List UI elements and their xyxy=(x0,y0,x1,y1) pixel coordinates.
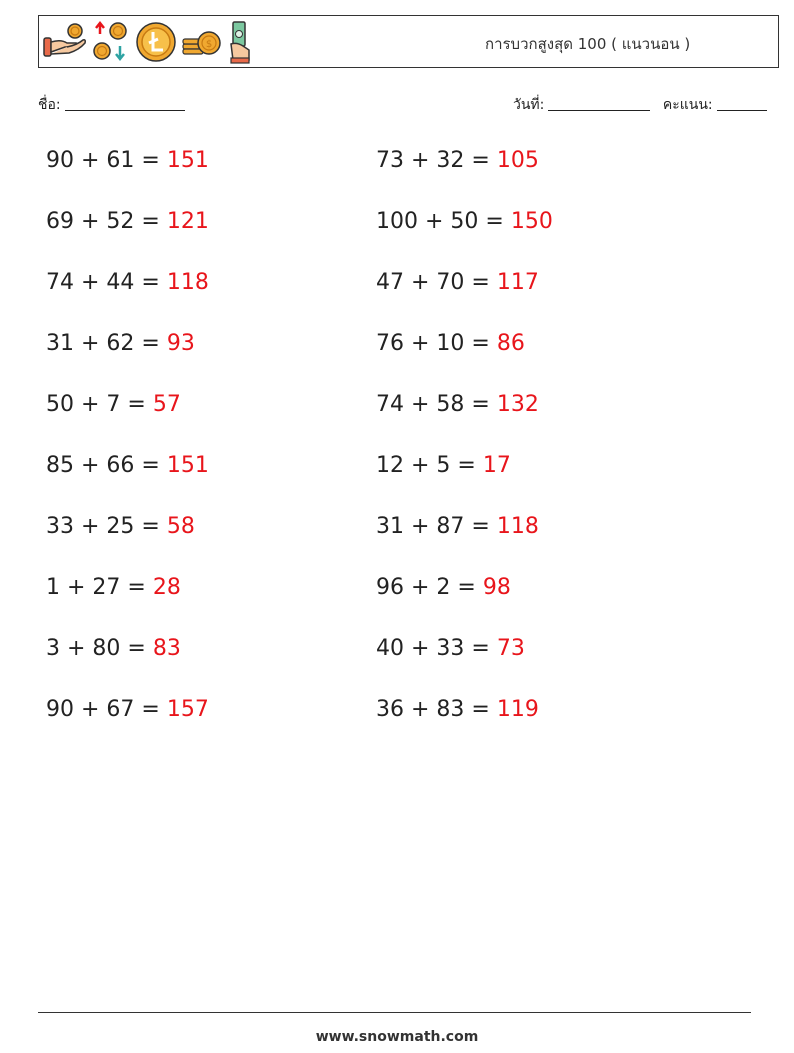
worksheet-title: การบวกสูงสุด 100 ( แนวนอน ) xyxy=(485,35,691,53)
problem-question: 73 + 32 = xyxy=(376,148,497,173)
problem-question: 90 + 61 = xyxy=(46,148,167,173)
problem-question: 100 + 50 = xyxy=(376,209,511,234)
problem-item xyxy=(376,575,511,600)
problem-item xyxy=(46,392,181,417)
problem-answer: 98 xyxy=(482,575,511,600)
svg-text:$: $ xyxy=(205,39,213,50)
problem-question: 74 + 44 = xyxy=(46,270,167,295)
problem-item xyxy=(46,636,181,661)
problem-item xyxy=(46,453,209,478)
problem-item xyxy=(46,148,209,173)
problem-item xyxy=(46,270,209,295)
problem-answer: 17 xyxy=(482,453,511,478)
problem-question: 96 + 2 = xyxy=(376,575,483,600)
problem-answer: 151 xyxy=(166,148,209,173)
problem-question: 3 + 80 = xyxy=(46,636,153,661)
problem-question: 76 + 10 = xyxy=(376,331,497,356)
problem-item xyxy=(376,270,539,295)
problem-item xyxy=(376,453,511,478)
problem-question: 47 + 70 = xyxy=(376,270,497,295)
problem-item xyxy=(46,514,195,539)
problem-question: 85 + 66 = xyxy=(46,453,167,478)
problem-answer: 151 xyxy=(166,453,209,478)
name-label: ชื่อ: xyxy=(38,97,61,113)
problem-answer: 57 xyxy=(152,392,181,417)
problem-item xyxy=(376,392,539,417)
problem-question: 69 + 52 = xyxy=(46,209,167,234)
problem-answer: 150 xyxy=(510,209,553,234)
problem-item xyxy=(46,697,209,722)
score-label: คะแนน: xyxy=(662,97,713,113)
problem-answer: 58 xyxy=(166,514,195,539)
problem-answer: 132 xyxy=(496,392,539,417)
problem-question: 31 + 62 = xyxy=(46,331,167,356)
problem-answer: 105 xyxy=(496,148,539,173)
footer-divider xyxy=(38,1012,751,1013)
problem-question: 33 + 25 = xyxy=(46,514,167,539)
problem-answer: 121 xyxy=(166,209,209,234)
problem-question: 74 + 58 = xyxy=(376,392,497,417)
problem-question: 12 + 5 = xyxy=(376,453,483,478)
problem-item xyxy=(376,697,539,722)
problem-answer: 83 xyxy=(152,636,181,661)
footer-url[interactable]: www.snowmath.com xyxy=(315,1029,479,1045)
problem-item xyxy=(376,514,539,539)
problem-question: 1 + 27 = xyxy=(46,575,153,600)
problem-item xyxy=(376,209,553,234)
problem-item xyxy=(376,148,539,173)
problem-answer: 73 xyxy=(496,636,525,661)
problem-item xyxy=(376,636,525,661)
problem-item xyxy=(46,575,181,600)
problem-item xyxy=(46,209,209,234)
problem-answer: 28 xyxy=(152,575,181,600)
problem-question: 36 + 83 = xyxy=(376,697,497,722)
problem-answer: 119 xyxy=(496,697,539,722)
problem-answer: 157 xyxy=(166,697,209,722)
problem-question: 40 + 33 = xyxy=(376,636,497,661)
problem-item xyxy=(376,331,525,356)
problem-answer: 118 xyxy=(166,270,209,295)
problem-item xyxy=(46,331,195,356)
problem-question: 90 + 67 = xyxy=(46,697,167,722)
problem-answer: 117 xyxy=(496,270,539,295)
problem-question: 31 + 87 = xyxy=(376,514,497,539)
date-label: วันที่: xyxy=(513,97,545,113)
problem-question: 50 + 7 = xyxy=(46,392,153,417)
problem-answer: 118 xyxy=(496,514,539,539)
problem-answer: 93 xyxy=(166,331,195,356)
problem-answer: 86 xyxy=(496,331,525,356)
